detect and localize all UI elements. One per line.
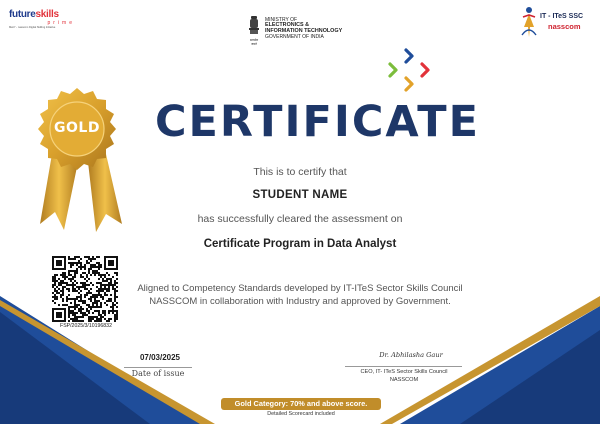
ssc-title: IT - ITeS SSC [540,13,584,20]
futureskills-prime-logo [9,9,81,37]
signature-divider [345,366,462,367]
issue-date: 07/03/2025 [139,353,181,362]
emblem-motto: सत्यमेव जयते [249,38,259,46]
ssc-figure-icon [520,5,538,39]
issue-date-label: Date of issue [131,369,185,378]
alignment-line-1: Aligned to Competency Standards developed by IT-ITeS Sector Skills Council [137,283,463,294]
gold-seal [22,84,132,234]
ministry-line-2: ELECTRONICS & [265,22,310,29]
signatory-designation [340,369,468,384]
student-name: STUDENT NAME [252,189,348,201]
national-emblem-icon [247,15,261,37]
ministry-line-3: INFORMATION TECHNOLOGY [265,28,343,34]
certificate-id: FSP/2025/3/10196832 [60,323,112,329]
scorecard-note: Detailed Scorecard included [267,411,335,417]
cleared-line: has successfully cleared the assessment on [197,213,403,225]
ministry-line-1: MINISTRY OF [265,16,298,23]
gold-category-badge: Gold Category: 70% and above score. [221,398,381,410]
date-divider [124,367,192,368]
qr-code-icon[interactable] [52,256,118,322]
program-name: Certificate Program in Data Analyst [203,238,397,250]
gold-seal-label: GOLD [54,120,100,136]
signatory-line-1: CEO, IT- ITeS Sector Skills Council [360,369,448,375]
ministry-line-4: GOVERNMENT OF INDIA [265,33,324,40]
logo-word-skills: skills [35,9,59,20]
signatory-line-2: NASSCOM [389,376,419,383]
ministry-text [265,18,342,40]
meity-logo [247,15,343,46]
logo-word-future: future [9,9,36,20]
signature: Dr. Abhilasha Gaur [379,351,443,359]
logo-word-prime: prime [47,20,75,26]
gold-ribbon-icon [22,84,132,234]
certify-line: This is to certify that [253,166,347,178]
certificate-title: CERTIFICATE [155,97,481,147]
alignment-statement [100,282,500,308]
nasscom-wordmark: nasscom [548,22,581,31]
alignment-line-2: NASSCOM in collaboration with Industry and approved by Government. [149,296,451,307]
logo-tagline: MeitY - nasscom Digital Skilling Initiative [9,26,56,29]
it-ites-ssc-nasscom-logo [516,5,596,39]
